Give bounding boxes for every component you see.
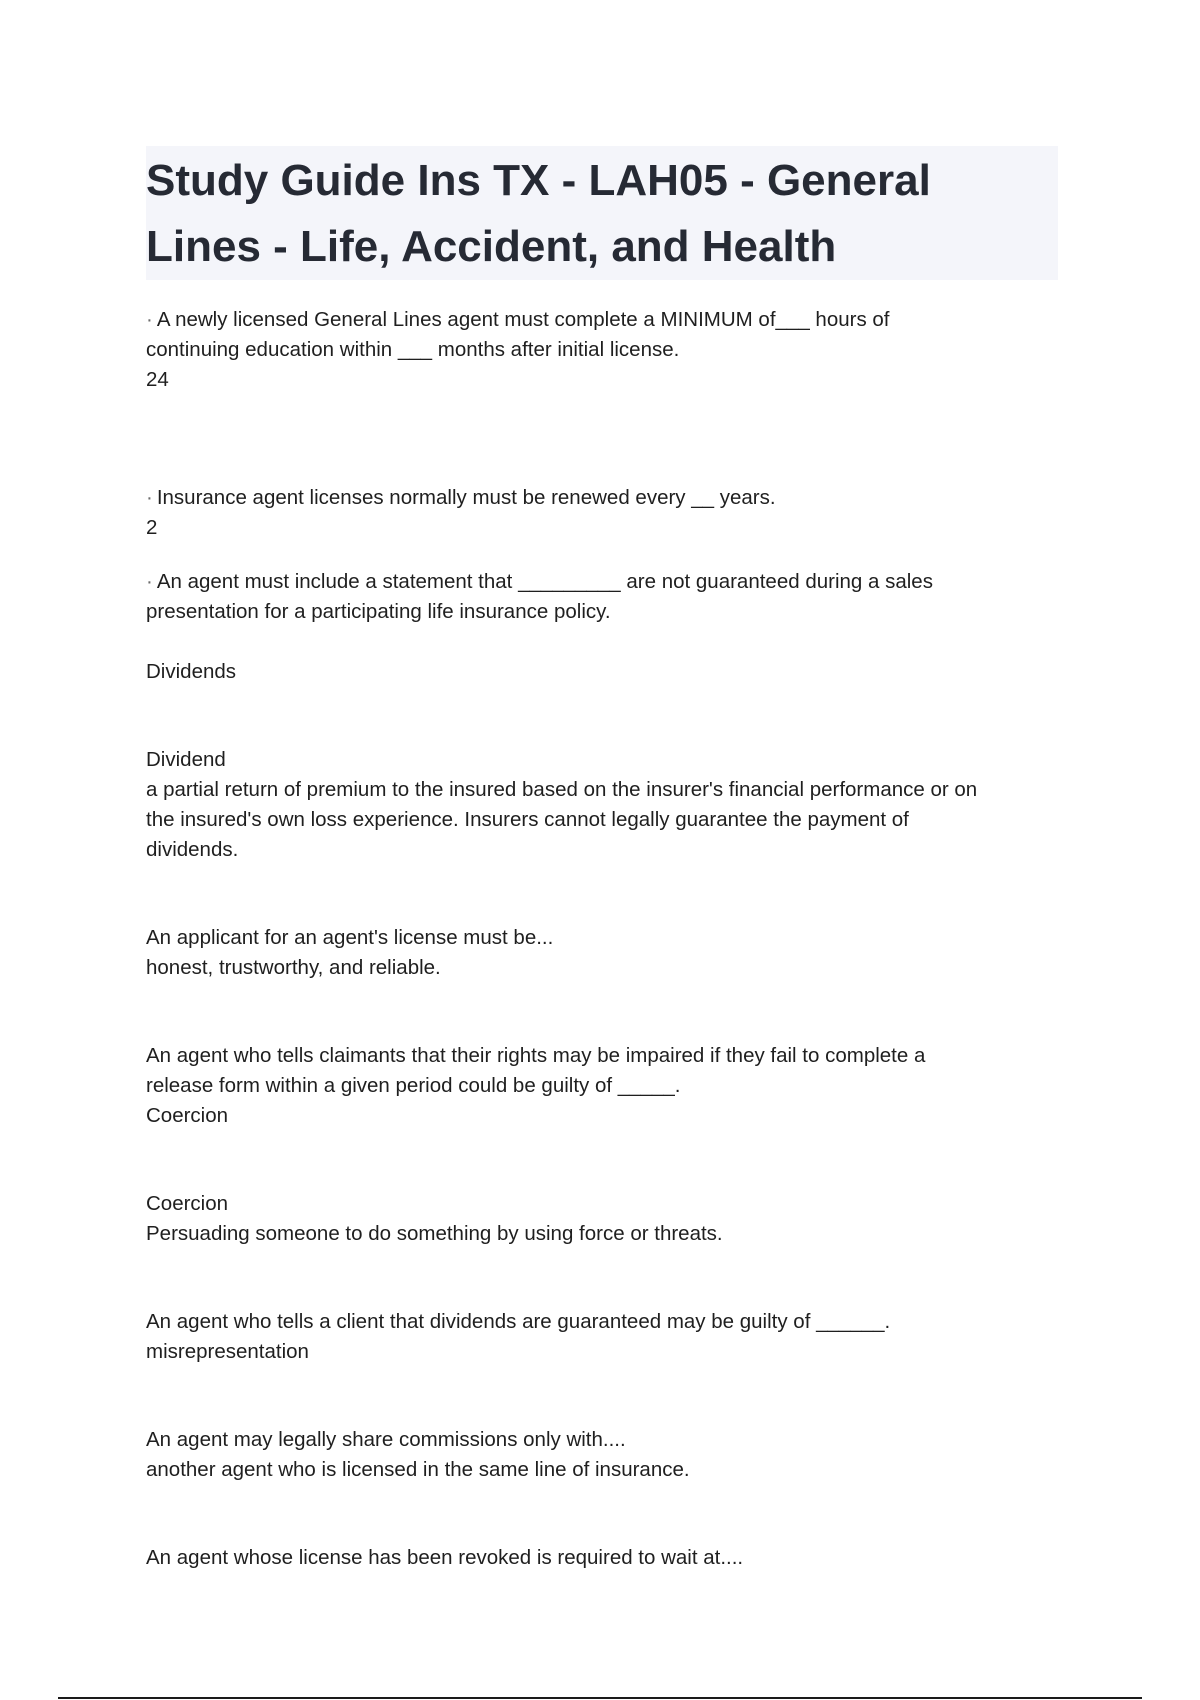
answer-line: 2 (146, 516, 158, 539)
term-line: Dividend (146, 748, 226, 771)
definition-line: Persuading someone to do something by using force or threats. (146, 1222, 723, 1245)
bullet-icon: · (146, 308, 153, 331)
question-line: continuing education within ___ months after initial license. (146, 338, 680, 361)
answer-line: another agent who is licensed in the same line of insurance. (146, 1458, 690, 1481)
bullet-icon: · (146, 570, 153, 593)
question-line: presentation for a participating life insurance policy. (146, 600, 611, 623)
definition-line: a partial return of premium to the insured based on the insurer's financial performance or on (146, 778, 978, 801)
question-line: An applicant for an agent's license must be... (146, 926, 554, 949)
question-line: An agent who tells claimants that their rights may be impaired if they fail to complete a (146, 1044, 926, 1067)
definition-line: the insured's own loss experience. Insurers cannot legally guarantee the payment of (146, 808, 909, 831)
flashcard-entry (146, 1307, 1076, 1367)
flashcard-entry (146, 1189, 1076, 1249)
answer-line: Coercion (146, 1104, 229, 1127)
document-title-line-1: Study Guide Ins TX - LAH05 - General (146, 156, 931, 205)
question-line: An agent may legally share commissions only with.... (146, 1428, 626, 1451)
term-line: Coercion (146, 1192, 229, 1215)
question-line: · A newly licensed General Lines agent must complete a MINIMUM of___ hours of (146, 308, 890, 331)
flashcard-entry (146, 305, 1076, 395)
answer-line: 24 (146, 368, 169, 391)
study-guide-content (146, 305, 1076, 1573)
answer-line: honest, trustworthy, and reliable. (146, 956, 441, 979)
answer-line: Dividends (146, 660, 237, 683)
flashcard-entry (146, 483, 1076, 543)
question-line: release form within a given period could be guilty of _____. (146, 1074, 681, 1097)
question-line: An agent whose license has been revoked is required to wait at.... (146, 1546, 744, 1569)
document-title-line-2: Lines - Life, Accident, and Health (146, 222, 837, 271)
footer-divider (58, 1697, 1142, 1699)
flashcard-entry (146, 745, 1076, 865)
flashcard-entry (146, 1543, 1076, 1573)
flashcard-entry (146, 923, 1076, 983)
bullet-icon: · (146, 486, 153, 509)
question-line: · An agent must include a statement that _________ are not guaranteed during a sales (146, 570, 933, 593)
answer-line: misrepresentation (146, 1340, 309, 1363)
flashcard-entry (146, 1425, 1076, 1485)
question-line: · Insurance agent licenses normally must be renewed every __ years. (146, 486, 776, 509)
title-block (146, 146, 1058, 280)
flashcard-entry (146, 567, 1076, 687)
flashcard-entry (146, 1041, 1076, 1131)
definition-line: dividends. (146, 838, 239, 861)
question-line: An agent who tells a client that dividends are guaranteed may be guilty of ______. (146, 1310, 891, 1333)
